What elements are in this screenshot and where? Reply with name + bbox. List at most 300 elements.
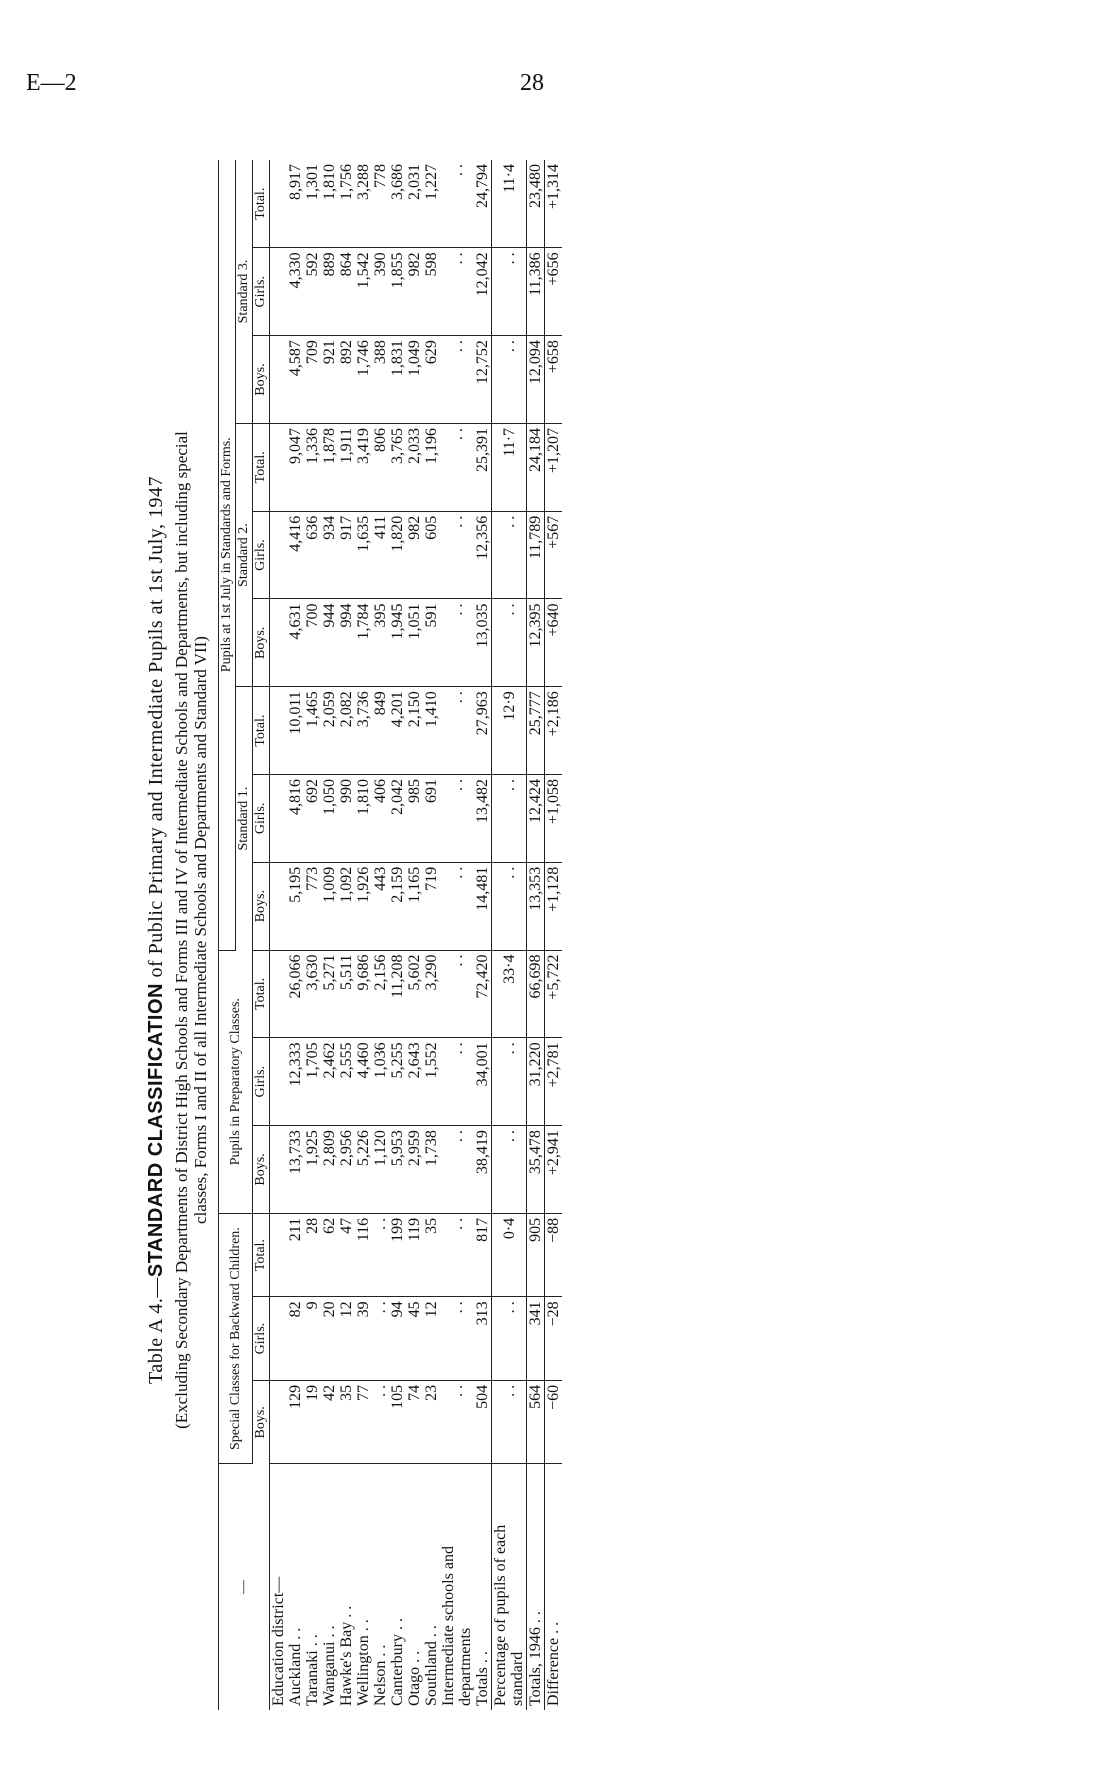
totals-1946-row-sp-girls: 341 <box>527 1297 545 1380</box>
totals-row-label <box>474 1464 492 1710</box>
totals-1946-row-sp-total: 905 <box>527 1213 545 1297</box>
district-row-s2-boys: 395 <box>372 599 389 687</box>
district-row-sp-girls: 45 <box>406 1297 423 1380</box>
section-row-blank <box>270 599 288 687</box>
difference-row-name: Difference <box>545 1637 562 1706</box>
district-row-leader-dots: . . <box>389 1618 406 1631</box>
percentage-row-s2-boys: . . <box>492 599 527 687</box>
subheader-std2-total: Total. <box>253 423 270 511</box>
section-row-blank <box>270 423 288 511</box>
totals-1946-row-s1-girls: 12,424 <box>527 775 545 863</box>
district-row-s3-girls: 889 <box>321 248 338 336</box>
district-row-label <box>321 1464 338 1710</box>
subheader-preparatory-girls: Girls. <box>253 1038 270 1126</box>
header-standards-group: Pupils at 1st July in Standards and Forms. <box>219 160 236 950</box>
totals-1946-row-s1-boys: 13,353 <box>527 862 545 950</box>
district-row-s3-total: . . <box>440 160 474 248</box>
district-row-sp-boys: 129 <box>287 1380 304 1463</box>
district-row-pr-girls: 2,643 <box>406 1038 423 1126</box>
percentage-row-pr-girls: . . <box>492 1038 527 1126</box>
district-row <box>406 160 423 1710</box>
classification-table <box>218 160 562 1710</box>
district-row <box>338 160 355 1710</box>
district-row-s3-boys: 1,746 <box>355 336 372 424</box>
difference-row-s3-girls: +656 <box>545 248 563 336</box>
district-row-s2-girls: 4,416 <box>287 511 304 599</box>
district-row <box>321 160 338 1710</box>
district-row-s3-total: 3,288 <box>355 160 372 248</box>
district-row-pr-girls: 2,462 <box>321 1038 338 1126</box>
difference-row-s2-total: +1,207 <box>545 423 563 511</box>
totals-row-s1-girls: 13,482 <box>474 775 492 863</box>
subheader-std3-boys: Boys. <box>253 336 270 424</box>
district-row-s1-total: 1,410 <box>423 687 440 775</box>
percentage-row-sp-girls: . . <box>492 1297 527 1380</box>
district-row <box>355 160 372 1710</box>
district-row-sp-total: 116 <box>355 1213 372 1297</box>
district-row-s3-girls: 4,330 <box>287 248 304 336</box>
difference-row-s1-total: +2,186 <box>545 687 563 775</box>
district-row-s3-total: 1,756 <box>338 160 355 248</box>
district-row-s3-girls: 864 <box>338 248 355 336</box>
district-row-s1-boys: . . <box>440 862 474 950</box>
district-row-s3-boys: 388 <box>372 336 389 424</box>
subheader-std2-girls: Girls. <box>253 511 270 599</box>
header-special-classes: Special Classes for Backward Children. <box>219 1213 253 1463</box>
difference-row-pr-girls: +2,781 <box>545 1038 563 1126</box>
percentage-row-s3-girls: . . <box>492 248 527 336</box>
district-row <box>389 160 406 1710</box>
district-row-sp-total: . . <box>440 1213 474 1297</box>
district-row-s1-boys: 1,092 <box>338 862 355 950</box>
district-row-sp-boys: . . <box>372 1380 389 1463</box>
district-row-s3-girls: . . <box>440 248 474 336</box>
subheader-std3-girls: Girls. <box>253 248 270 336</box>
district-row-pr-girls: 4,460 <box>355 1038 372 1126</box>
district-row-s2-total: 1,336 <box>304 423 321 511</box>
district-row-s2-girls: 982 <box>406 511 423 599</box>
district-row-sp-girls: 9 <box>304 1297 321 1380</box>
section-row <box>270 160 288 1710</box>
district-row-name: Intermediate schools and departments <box>440 1546 474 1706</box>
totals-row-pr-boys: 38,419 <box>474 1126 492 1214</box>
difference-row-sp-total: −88 <box>545 1213 563 1297</box>
section-row-blank <box>270 775 288 863</box>
totals-row-sp-boys: 504 <box>474 1380 492 1463</box>
district-row-sp-total: 119 <box>406 1213 423 1297</box>
district-row <box>304 160 321 1710</box>
totals-1946-row-pr-total: 66,698 <box>527 950 545 1038</box>
district-row-s2-total: 3,765 <box>389 423 406 511</box>
district-row-name: Wanganui <box>321 1641 338 1706</box>
totals-1946-row-sp-boys: 564 <box>527 1380 545 1463</box>
district-row-s2-boys: 591 <box>423 599 440 687</box>
district-row-s1-total: 2,150 <box>406 687 423 775</box>
district-row-label <box>355 1464 372 1710</box>
district-row-s2-total: 9,047 <box>287 423 304 511</box>
district-row-label <box>440 1464 474 1710</box>
district-row-pr-total: . . <box>440 950 474 1038</box>
percentage-row-label <box>492 1464 527 1710</box>
totals-1946-row-s2-total: 24,184 <box>527 423 545 511</box>
district-row-s2-total: 806 <box>372 423 389 511</box>
district-row-pr-boys: 2,809 <box>321 1126 338 1214</box>
difference-row-leader-dots: . . <box>545 1621 562 1634</box>
totals-1946-row-pr-girls: 31,220 <box>527 1038 545 1126</box>
district-row-label <box>287 1464 304 1710</box>
district-row-s1-total: . . <box>440 687 474 775</box>
district-row-label <box>304 1464 321 1710</box>
difference-row-pr-total: +5,722 <box>545 950 563 1038</box>
district-row-s1-total: 1,465 <box>304 687 321 775</box>
district-row-pr-boys: 1,120 <box>372 1126 389 1214</box>
header-blank: — <box>219 1464 270 1710</box>
district-row-s1-total: 2,059 <box>321 687 338 775</box>
subheader-std1-girls: Girls. <box>253 775 270 863</box>
district-row-sp-boys: 74 <box>406 1380 423 1463</box>
district-row-s1-girls: 990 <box>338 775 355 863</box>
district-row-s2-boys: . . <box>440 599 474 687</box>
district-row-s2-total: 1,911 <box>338 423 355 511</box>
district-row-s1-boys: 1,009 <box>321 862 338 950</box>
subheader-std3-total: Total. <box>253 160 270 248</box>
district-row-s1-total: 10,011 <box>287 687 304 775</box>
section-row-blank <box>270 248 288 336</box>
percentage-row-s2-total: 11·7 <box>492 423 527 511</box>
percentage-row-name: Percentage of pupils of each standard <box>492 1524 526 1706</box>
totals-1946-row-label <box>527 1464 545 1710</box>
district-row-s1-boys: 719 <box>423 862 440 950</box>
district-row-s2-girls: . . <box>440 511 474 599</box>
district-row-sp-girls: 39 <box>355 1297 372 1380</box>
district-row-s3-girls: 592 <box>304 248 321 336</box>
section-row-blank <box>270 687 288 775</box>
district-row-s1-boys: 5,195 <box>287 862 304 950</box>
district-row-s1-total: 3,736 <box>355 687 372 775</box>
subheader-special-total: Total. <box>253 1213 270 1297</box>
district-row-pr-boys: . . <box>440 1126 474 1214</box>
district-row-pr-boys: 5,953 <box>389 1126 406 1214</box>
district-row-sp-boys: 19 <box>304 1380 321 1463</box>
district-row-pr-total: 3,290 <box>423 950 440 1038</box>
district-row-name: Canterbury <box>389 1634 406 1706</box>
district-row-pr-girls: 12,333 <box>287 1038 304 1126</box>
district-row-s2-boys: 1,784 <box>355 599 372 687</box>
totals-row-sp-total: 817 <box>474 1213 492 1297</box>
percentage-row-s1-total: 12·9 <box>492 687 527 775</box>
section-row-blank <box>270 950 288 1038</box>
subheader-std1-boys: Boys. <box>253 862 270 950</box>
section-row-blank <box>270 1126 288 1214</box>
totals-1946-row-name: Totals, 1946 <box>527 1627 544 1706</box>
district-row-sp-girls: 20 <box>321 1297 338 1380</box>
district-row-sp-girls: 12 <box>423 1297 440 1380</box>
district-row <box>440 160 474 1710</box>
page-series: E—2 <box>26 70 77 96</box>
totals-1946-row-s3-boys: 12,094 <box>527 336 545 424</box>
totals-row-s1-boys: 14,481 <box>474 862 492 950</box>
district-row-sp-total: 47 <box>338 1213 355 1297</box>
totals-1946-row-s1-total: 25,777 <box>527 687 545 775</box>
totals-1946-row-pr-boys: 35,478 <box>527 1126 545 1214</box>
totals-row-s2-boys: 13,035 <box>474 599 492 687</box>
district-row-s2-girls: 1,820 <box>389 511 406 599</box>
difference-row-s2-girls: +567 <box>545 511 563 599</box>
district-row-sp-total: 35 <box>423 1213 440 1297</box>
percentage-row <box>492 160 527 1710</box>
district-row-sp-girls: 12 <box>338 1297 355 1380</box>
table-subtitle <box>172 150 210 1710</box>
district-row-leader-dots: . . <box>304 1634 321 1647</box>
percentage-row-pr-total: 33·4 <box>492 950 527 1038</box>
district-row-pr-girls: . . <box>440 1038 474 1126</box>
district-row-sp-total: . . <box>372 1213 389 1297</box>
district-row-s3-boys: 1,831 <box>389 336 406 424</box>
totals-1946-row-leader-dots: . . <box>527 1611 544 1624</box>
totals-row-name: Totals <box>474 1667 491 1706</box>
district-row-s3-boys: 709 <box>304 336 321 424</box>
district-row-s2-boys: 944 <box>321 599 338 687</box>
district-row-label <box>423 1464 440 1710</box>
district-row-s3-boys: 892 <box>338 336 355 424</box>
section-row-blank <box>270 160 288 248</box>
subtitle-line-1: (Excluding Secondary Departments of District High Schools and Forms III and IV of Intermediate Schools and Departments, but including special <box>172 431 191 1429</box>
totals-row-sp-girls: 313 <box>474 1297 492 1380</box>
district-row-name: Southland <box>423 1641 440 1706</box>
header-standard-1: Standard 1. <box>236 687 253 950</box>
district-row-name: Auckland <box>287 1643 304 1706</box>
section-row-blank <box>270 862 288 950</box>
percentage-row-s1-girls: . . <box>492 775 527 863</box>
district-row-s2-total: 1,196 <box>423 423 440 511</box>
district-row-pr-total: 5,271 <box>321 950 338 1038</box>
district-row-leader-dots: . . <box>355 1619 372 1632</box>
district-row-s2-boys: 4,631 <box>287 599 304 687</box>
district-row-pr-total: 5,602 <box>406 950 423 1038</box>
district-row-s3-boys: 629 <box>423 336 440 424</box>
title-rest: of Public Primary and Intermediate Pupils at 1st July, 1947 <box>145 476 167 984</box>
totals-row-s2-girls: 12,356 <box>474 511 492 599</box>
totals-row <box>474 160 492 1710</box>
district-row-sp-boys: 35 <box>338 1380 355 1463</box>
district-row-pr-girls: 1,036 <box>372 1038 389 1126</box>
district-row-s1-girls: 692 <box>304 775 321 863</box>
subheader-std2-boys: Boys. <box>253 599 270 687</box>
district-row-sp-boys: . . <box>440 1380 474 1463</box>
section-row-blank <box>270 1380 288 1463</box>
district-row-s1-girls: 691 <box>423 775 440 863</box>
percentage-row-s2-girls: . . <box>492 511 527 599</box>
district-row-s2-girls: 934 <box>321 511 338 599</box>
percentage-row-s3-boys: . . <box>492 336 527 424</box>
district-row-pr-boys: 5,226 <box>355 1126 372 1214</box>
district-row-label <box>406 1464 423 1710</box>
district-row-s3-girls: 982 <box>406 248 423 336</box>
rotated-table-page <box>145 150 865 1710</box>
subtitle-line-2: classes, Forms I and II of all Intermediate Schools and Departments and Standard VII) <box>191 636 210 1224</box>
district-row-sp-girls: 82 <box>287 1297 304 1380</box>
district-row-pr-girls: 2,555 <box>338 1038 355 1126</box>
section-row-blank <box>270 1297 288 1380</box>
district-row-s2-total: 1,878 <box>321 423 338 511</box>
totals-1946-row <box>527 160 545 1710</box>
totals-row-leader-dots: . . <box>474 1651 491 1664</box>
header-standard-3: Standard 3. <box>236 160 253 423</box>
district-row-name: Hawke's Bay <box>338 1621 355 1706</box>
district-row-leader-dots: . . <box>287 1627 304 1640</box>
difference-row-s1-girls: +1,058 <box>545 775 563 863</box>
district-row-pr-total: 11,208 <box>389 950 406 1038</box>
district-row-label <box>338 1464 355 1710</box>
district-row-label <box>372 1464 389 1710</box>
totals-1946-row-s2-boys: 12,395 <box>527 599 545 687</box>
district-row-s1-boys: 1,926 <box>355 862 372 950</box>
header-standard-2: Standard 2. <box>236 423 253 686</box>
district-row-s3-total: 778 <box>372 160 389 248</box>
totals-row-pr-total: 72,420 <box>474 950 492 1038</box>
difference-row-s2-boys: +640 <box>545 599 563 687</box>
district-row-sp-girls: . . <box>440 1297 474 1380</box>
district-row-s3-boys: . . <box>440 336 474 424</box>
district-row-leader-dots: . . <box>372 1644 389 1657</box>
totals-row-pr-girls: 34,001 <box>474 1038 492 1126</box>
district-row-pr-total: 2,156 <box>372 950 389 1038</box>
subheader-special-girls: Girls. <box>253 1297 270 1380</box>
difference-row-s1-boys: +1,128 <box>545 862 563 950</box>
page-number: 28 <box>520 70 544 96</box>
district-row-leader-dots: . . <box>321 1625 338 1638</box>
district-row-sp-total: 199 <box>389 1213 406 1297</box>
district-row <box>372 160 389 1710</box>
district-row-s2-boys: 994 <box>338 599 355 687</box>
district-row-sp-total: 211 <box>287 1213 304 1297</box>
district-row-s3-girls: 390 <box>372 248 389 336</box>
district-row-s1-boys: 773 <box>304 862 321 950</box>
district-row-pr-total: 3,630 <box>304 950 321 1038</box>
title-prefix: Table A 4.— <box>145 1277 167 1384</box>
district-row-s3-total: 2,031 <box>406 160 423 248</box>
district-row-s2-girls: 636 <box>304 511 321 599</box>
district-row-s2-girls: 1,635 <box>355 511 372 599</box>
totals-1946-row-s3-total: 23,480 <box>527 160 545 248</box>
header-preparatory: Pupils in Preparatory Classes. <box>219 950 253 1213</box>
district-row-s3-girls: 1,855 <box>389 248 406 336</box>
district-row-s1-total: 4,201 <box>389 687 406 775</box>
district-row-s3-boys: 921 <box>321 336 338 424</box>
district-row-s2-girls: 411 <box>372 511 389 599</box>
totals-row-s3-boys: 12,752 <box>474 336 492 424</box>
district-row-s1-girls: . . <box>440 775 474 863</box>
percentage-row-sp-total: 0·4 <box>492 1213 527 1297</box>
district-row-pr-boys: 13,733 <box>287 1126 304 1214</box>
district-row <box>287 160 304 1710</box>
district-row-s1-girls: 2,042 <box>389 775 406 863</box>
district-row-name: Otago <box>406 1666 423 1706</box>
district-row-pr-total: 9,686 <box>355 950 372 1038</box>
district-row-s3-total: 1,301 <box>304 160 321 248</box>
district-row-s3-total: 1,227 <box>423 160 440 248</box>
district-row-pr-girls: 1,552 <box>423 1038 440 1126</box>
subheader-special-boys: Boys. <box>253 1380 270 1463</box>
district-row-s3-girls: 1,542 <box>355 248 372 336</box>
district-row-s1-boys: 1,165 <box>406 862 423 950</box>
percentage-row-s3-total: 11·4 <box>492 160 527 248</box>
percentage-row-s1-boys: . . <box>492 862 527 950</box>
district-row-s2-total: 3,419 <box>355 423 372 511</box>
district-row-s1-boys: 2,159 <box>389 862 406 950</box>
district-row-pr-boys: 1,738 <box>423 1126 440 1214</box>
section-row-blank <box>270 1213 288 1297</box>
district-row-s1-girls: 985 <box>406 775 423 863</box>
subheader-preparatory-total: Total. <box>253 950 270 1038</box>
district-row-sp-boys: 42 <box>321 1380 338 1463</box>
district-row-name: Nelson <box>372 1660 389 1706</box>
percentage-row-pr-boys: . . <box>492 1126 527 1214</box>
district-row-s1-total: 849 <box>372 687 389 775</box>
table-body <box>270 160 563 1710</box>
section-row-blank <box>270 511 288 599</box>
totals-row-s1-total: 27,963 <box>474 687 492 775</box>
difference-row-s3-total: +1,314 <box>545 160 563 248</box>
difference-row-label <box>545 1464 563 1710</box>
subheader-preparatory-boys: Boys. <box>253 1126 270 1214</box>
district-row-s3-boys: 1,049 <box>406 336 423 424</box>
district-row-pr-boys: 1,925 <box>304 1126 321 1214</box>
table-title <box>145 150 168 1710</box>
district-row-s2-total: . . <box>440 423 474 511</box>
district-row-sp-girls: . . <box>372 1297 389 1380</box>
district-row-sp-total: 28 <box>304 1213 321 1297</box>
totals-1946-row-s3-girls: 11,386 <box>527 248 545 336</box>
district-row-sp-boys: 105 <box>389 1380 406 1463</box>
district-row-s1-girls: 406 <box>372 775 389 863</box>
subheader-std1-total: Total. <box>253 687 270 775</box>
district-row-leader-dots: . . <box>338 1605 355 1618</box>
district-row-label <box>389 1464 406 1710</box>
district-row-name: Wellington <box>355 1635 372 1706</box>
district-row-s2-total: 2,033 <box>406 423 423 511</box>
section-row-blank <box>270 1038 288 1126</box>
totals-1946-row-s2-girls: 11,789 <box>527 511 545 599</box>
district-row-s3-total: 1,810 <box>321 160 338 248</box>
district-row-sp-girls: 94 <box>389 1297 406 1380</box>
district-row-s1-girls: 1,810 <box>355 775 372 863</box>
district-row-s3-total: 3,686 <box>389 160 406 248</box>
difference-row <box>545 160 563 1710</box>
section-label: Education district— <box>270 1576 287 1706</box>
section-row-blank <box>270 336 288 424</box>
district-row-s2-boys: 1,945 <box>389 599 406 687</box>
title-bold: STANDARD CLASSIFICATION <box>145 983 167 1278</box>
district-row-pr-boys: 2,959 <box>406 1126 423 1214</box>
district-row-pr-boys: 2,956 <box>338 1126 355 1214</box>
district-row-s2-boys: 700 <box>304 599 321 687</box>
district-row-leader-dots: . . <box>423 1625 440 1638</box>
difference-row-s3-boys: +658 <box>545 336 563 424</box>
totals-row-s3-girls: 12,042 <box>474 248 492 336</box>
district-row-s1-girls: 4,816 <box>287 775 304 863</box>
difference-row-pr-boys: +2,941 <box>545 1126 563 1214</box>
district-row-sp-total: 62 <box>321 1213 338 1297</box>
percentage-row-sp-boys: . . <box>492 1380 527 1463</box>
district-row-s2-girls: 917 <box>338 511 355 599</box>
district-row-sp-boys: 77 <box>355 1380 372 1463</box>
district-row-s3-total: 8,917 <box>287 160 304 248</box>
district-row-s1-girls: 1,050 <box>321 775 338 863</box>
district-row-sp-boys: 23 <box>423 1380 440 1463</box>
difference-row-sp-boys: −60 <box>545 1380 563 1463</box>
totals-row-s2-total: 25,391 <box>474 423 492 511</box>
